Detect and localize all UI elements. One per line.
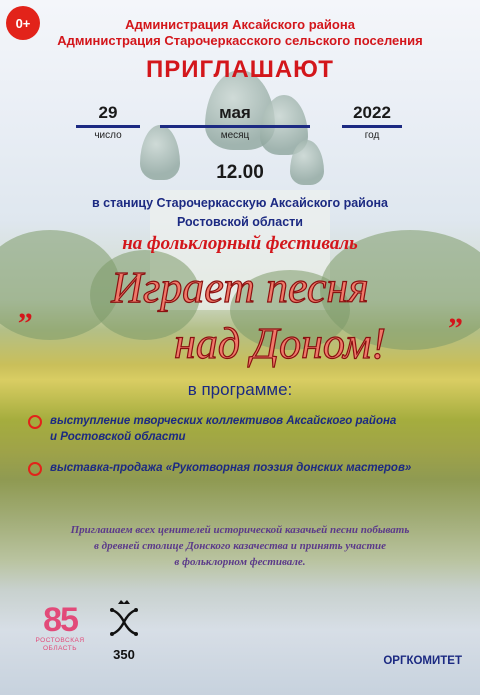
bullet-ring-icon xyxy=(28,415,42,429)
organizer-line-2: Администрация Старочеркасского сельского поселения xyxy=(57,33,423,48)
logo350-number: 350 xyxy=(113,647,135,662)
festival-title-line-2: над Доном! xyxy=(174,319,386,368)
program-item xyxy=(28,413,396,445)
program-item xyxy=(28,460,411,476)
date-year xyxy=(342,103,402,141)
organizer-line-1: Администрация Аксайского района xyxy=(125,17,355,32)
organizer-label: ОРГКОМИТЕТ xyxy=(383,655,462,667)
closing-line-1: Приглашаем всех ценителей исторической казачьей песни побывать xyxy=(70,524,410,536)
date-day xyxy=(76,103,140,141)
open-quote: „ xyxy=(18,292,33,325)
crown-monogram-icon xyxy=(104,598,144,642)
anniversary-350-logo xyxy=(104,598,144,662)
closing-line-2: в древней столице Донского казачества и принять участие xyxy=(93,540,387,552)
event-time: 12.00 xyxy=(216,162,264,183)
date-day-label: число xyxy=(94,130,122,141)
age-rating-badge: 0+ xyxy=(6,6,40,40)
rostov-region-85-logo xyxy=(34,603,86,653)
invite-heading: ПРИГЛАШАЮТ xyxy=(146,56,334,83)
festival-title-line-1: Играет песня xyxy=(111,263,369,312)
program-item-line-1: выставка-продажа «Рукотворная поэзия донских мастеров» xyxy=(50,462,412,474)
logo85-line-1: РОСТОВСКАЯ xyxy=(35,637,85,644)
program-item-line-2: и Ростовской области xyxy=(50,431,186,443)
festival-intro: на фольклорный фестиваль xyxy=(122,233,358,254)
logo85-line-2: ОБЛАСТЬ xyxy=(43,645,77,652)
logo85-number: 85 xyxy=(43,601,77,639)
date-year-label: год xyxy=(364,130,380,141)
program-heading: в программе: xyxy=(187,380,293,399)
date-day-value: 29 xyxy=(98,103,118,122)
date-month-value: мая xyxy=(219,103,251,122)
closing-line-3: в фольклорном фестивале. xyxy=(174,556,306,568)
place-line-2: Ростовской области xyxy=(177,215,303,229)
bullet-ring-icon xyxy=(28,462,42,476)
program-item-line-1: выступление творческих коллективов Аксайского района xyxy=(50,415,397,427)
close-quote: ” xyxy=(448,312,463,345)
date-month-label: месяц xyxy=(220,130,250,141)
date-year-value: 2022 xyxy=(353,103,391,122)
date-month xyxy=(160,103,310,141)
place-line-1: в станицу Старочеркасскую Аксайского района xyxy=(92,196,388,210)
